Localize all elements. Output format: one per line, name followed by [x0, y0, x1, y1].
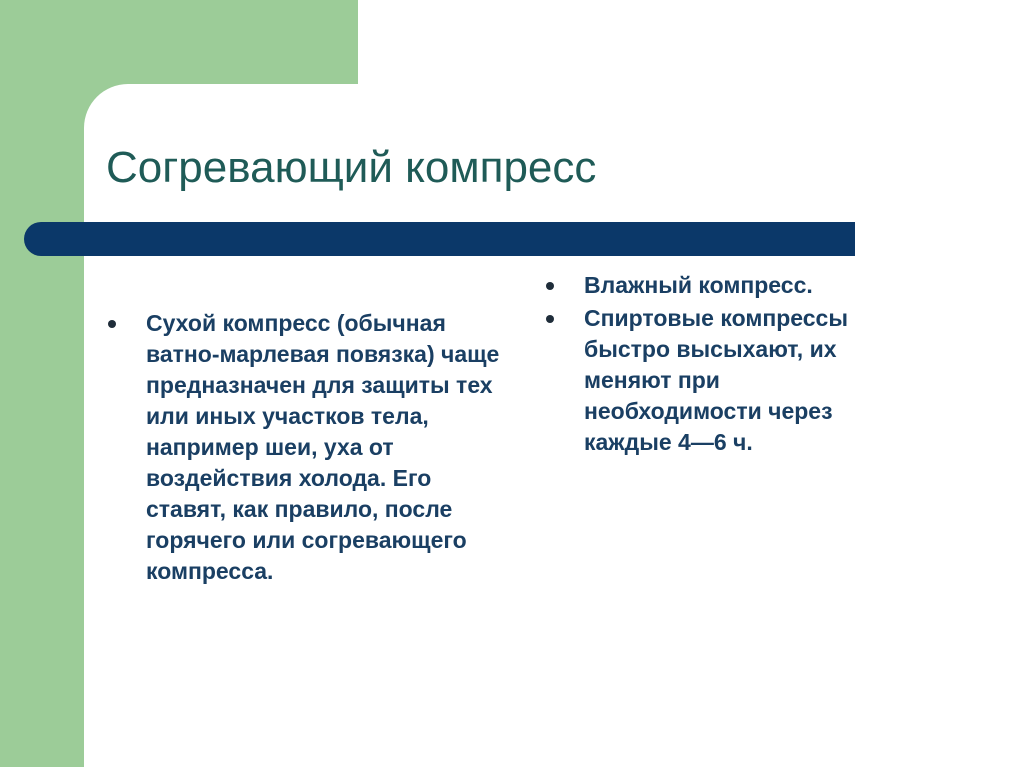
slide-title: Согревающий компресс — [106, 143, 597, 192]
title-underline-bar — [24, 222, 855, 256]
left-bullet-list — [104, 308, 504, 589]
list-item — [104, 308, 504, 587]
bullet-dot-icon — [546, 315, 554, 323]
bullet-dot-icon — [108, 320, 116, 328]
bullet-text: Спиртовые компрессы быстро высыхают, их меняют при необходимости через каждые 4—6 ч. — [584, 305, 848, 455]
right-bullet-list — [542, 270, 902, 460]
list-item — [542, 270, 902, 301]
bullet-text: Сухой компресс (обычная ватно-марлевая повязка) чаще предназначен для защиты тех или иных участков тела, например шеи, уха от воздействия холода. Его ставят, как правило, после горячего или согревающего компресса. — [146, 310, 500, 584]
bullet-text: Влажный компресс. — [584, 272, 813, 298]
list-item — [542, 303, 902, 458]
bullet-dot-icon — [546, 282, 554, 290]
